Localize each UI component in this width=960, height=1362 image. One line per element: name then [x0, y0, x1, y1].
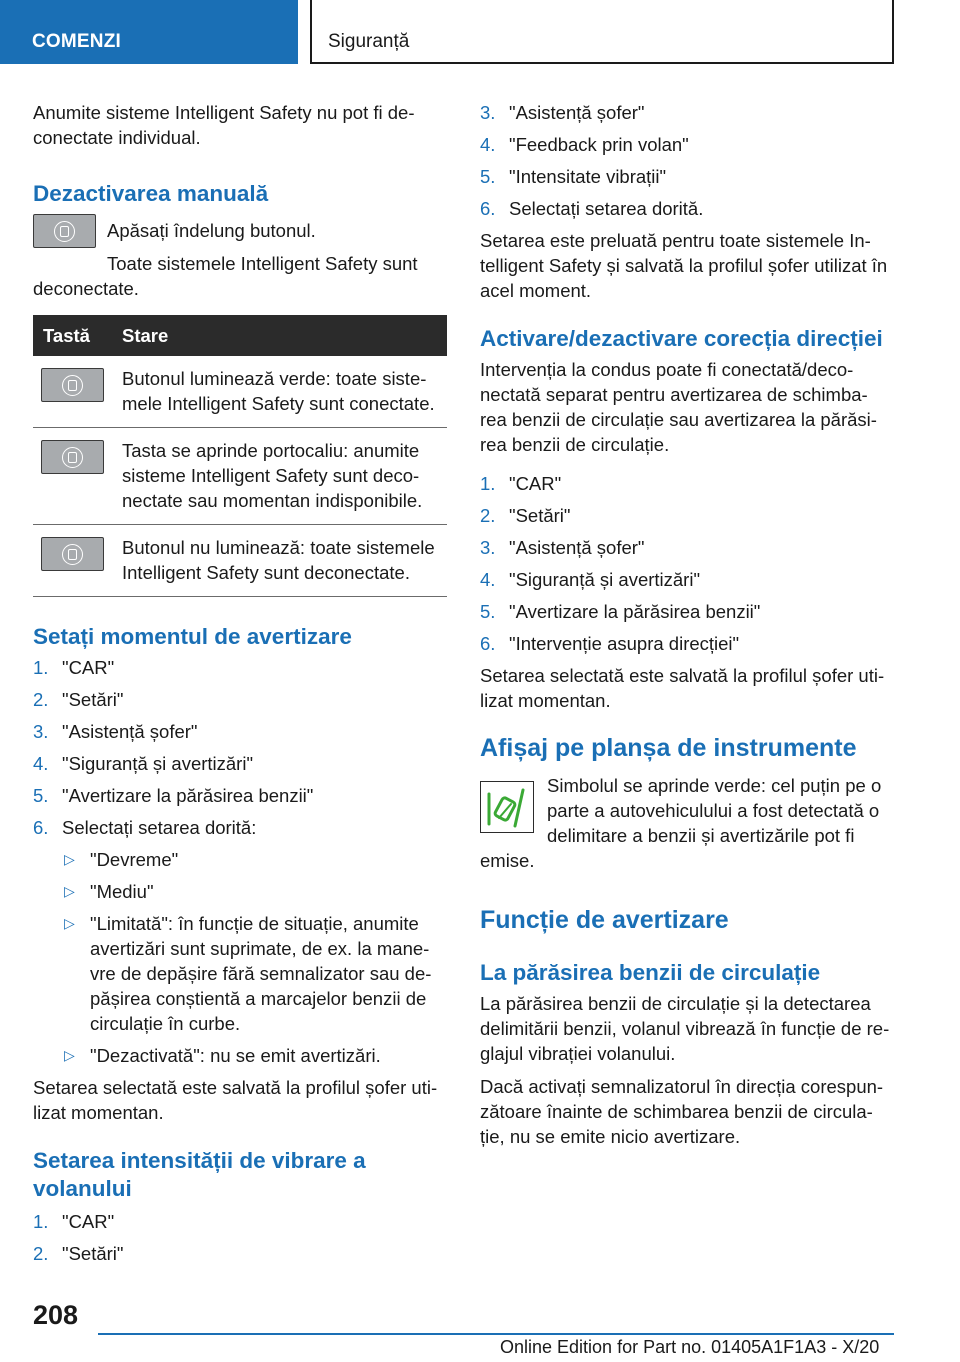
warning-heading: Funcție de avertizare [480, 906, 729, 934]
list-item: 5. "Intensitate vibrații" [480, 166, 667, 187]
list-item: 3. "Asistență șofer" [480, 102, 645, 123]
chapter-tab [0, 0, 298, 64]
vibration-steps [33, 1209, 447, 1266]
manual-step2: Toate sistemele Intelligent Safety sunt [107, 253, 418, 274]
table-cell-status: Tasta se aprinde portocaliu: anumite sisteme Intelligent Safety sunt deco-nectate sau momentan indisponibile. [112, 428, 447, 525]
timing-note: Setarea selectată este salvată la profilul șofer uti-lizat momentan. [33, 1077, 438, 1123]
table-row [33, 356, 447, 428]
intro-text: Anumite sisteme Intelligent Safety nu pot fi de-conectate individual. [33, 102, 415, 148]
correction-body: Intervenția la condus poate fi conectată/deco-nectată separat pentru avertizarea de schimba-rea benzii de circulație sau avertizarea la părăsi-rea benzii de circulație. [480, 359, 877, 455]
correction-note: Setarea selectată este salvată la profilul șofer uti-lizat momentan. [480, 665, 885, 711]
list-item: 2. "Setări" [480, 505, 571, 526]
warning-paragraph-1: La părăsirea benzii de circulație și la detectarea delimitării benzii, volanul vibrează în funcție de re-glajul vibrației volanului. [480, 993, 890, 1064]
table-cell-status: Butonul nu luminează: toate sistemele Intelligent Safety sunt deconectate. [112, 525, 447, 597]
correction-steps [480, 471, 894, 656]
list-item: 3. "Asistență șofer" [33, 721, 198, 742]
triangle-bullet-icon: ▷ [64, 915, 75, 931]
table-header-status: Stare [112, 315, 447, 356]
triangle-bullet-icon: ▷ [64, 883, 75, 899]
lane-warning-icon [480, 781, 534, 833]
triangle-bullet-icon: ▷ [64, 1047, 75, 1063]
safety-button-icon [41, 537, 104, 571]
vibration-steps-continued [480, 100, 894, 221]
manual-step1: Apăsați îndelung butonul. [107, 220, 316, 241]
safety-button-icon [41, 440, 104, 474]
display-heading: Afișaj pe planșa de instrumente [480, 734, 857, 762]
manual-heading: Dezactivarea manuală [33, 181, 269, 206]
list-item: 2. "Setări" [33, 1243, 124, 1264]
list-item: 5. "Avertizare la părăsirea benzii" [480, 601, 761, 622]
list-item: 3. "Asistență șofer" [480, 537, 645, 558]
display-tail: emise. [480, 850, 535, 871]
warning-subheading: La părăsirea benzii de circulație [480, 960, 821, 985]
safety-button-icon [33, 214, 96, 248]
timing-options [62, 847, 447, 1068]
list-item: 1. "CAR" [33, 657, 115, 678]
right-column [480, 100, 894, 1157]
footer-edition: Online Edition for Part no. 01405A1F1A3 - X/20 [500, 1337, 880, 1357]
left-column [33, 100, 447, 1273]
display-text: Simbolul se aprinde verde: cel puțin pe o parte a autovehiculului a fost detectată o delimitare a benzii și avertizările pot fi [547, 775, 882, 846]
list-item: 6. Selectați setarea dorită. [480, 198, 704, 219]
safety-button-icon [41, 368, 104, 402]
list-item: 4. "Feedback prin volan" [480, 134, 689, 155]
list-item: 1. "CAR" [33, 1211, 115, 1232]
correction-heading: Activare/dezactivare corecția direcției [480, 326, 883, 351]
option-item: ▷ "Dezactivată": nu se emit avertizări. [64, 1045, 381, 1066]
vibration-heading: Setarea intensității de vibrare a volanului [33, 1148, 366, 1201]
chapter-label: COMENZI [32, 31, 122, 52]
section-label: Siguranță [328, 31, 410, 52]
timing-heading: Setați momentul de avertizare [33, 624, 352, 649]
option-item: ▷ "Devreme" [64, 849, 179, 870]
option-item: ▷ "Mediu" [64, 881, 154, 902]
triangle-bullet-icon: ▷ [64, 851, 75, 867]
button-status-table [33, 315, 447, 597]
section-header [310, 0, 894, 64]
list-item: 4. "Siguranță și avertizări" [33, 753, 254, 774]
list-item: 6. Selectați setarea dorită: ▷ "Devreme" ▷ "Mediu" ▷ "Limitată": în funcție de situație, anumite avertizări sunt suprimate, de ex. la mane-vre de depășire fără semnalizator sau de-pășirea conștientă a marcajelor benzii de circulație în curbe. ▷ "Dezactivată": nu se emit avertizări. [33, 815, 447, 1068]
footer-divider [98, 1333, 894, 1335]
list-item: 2. "Setări" [33, 689, 124, 710]
vibration-note: Setarea este preluată pentru toate sistemele In-telligent Safety și salvată la profilul șofer utilizat în acel moment. [480, 230, 888, 301]
table-header-key: Tastă [33, 315, 112, 356]
list-item: 6. "Intervenție asupra direcției" [480, 633, 740, 654]
manual-instruction [33, 218, 447, 301]
warning-paragraph-2: Dacă activați semnalizatorul în direcția corespun-zătoare înainte de schimbarea benzii de circula-ție, nu se emite nicio avertizare. [480, 1076, 884, 1147]
manual-step2-tail: deconectate. [33, 278, 139, 299]
list-item: 1. "CAR" [480, 473, 562, 494]
table-row [33, 525, 447, 597]
option-item: ▷ "Limitată": în funcție de situație, anumite avertizări sunt suprimate, de ex. la mane-vre de depășire fără semnalizator sau de-pășirea conștientă a marcajelor benzii de circulație în curbe. [64, 913, 432, 1034]
list-item: 4. "Siguranță și avertizări" [480, 569, 701, 590]
table-cell-status: Butonul luminează verde: toate siste-mele Intelligent Safety sunt conectate. [112, 356, 447, 428]
page-number: 208 [33, 1300, 79, 1330]
table-row [33, 428, 447, 525]
display-block [480, 773, 894, 848]
list-item: 5. "Avertizare la părăsirea benzii" [33, 785, 314, 806]
timing-steps [33, 655, 447, 1068]
